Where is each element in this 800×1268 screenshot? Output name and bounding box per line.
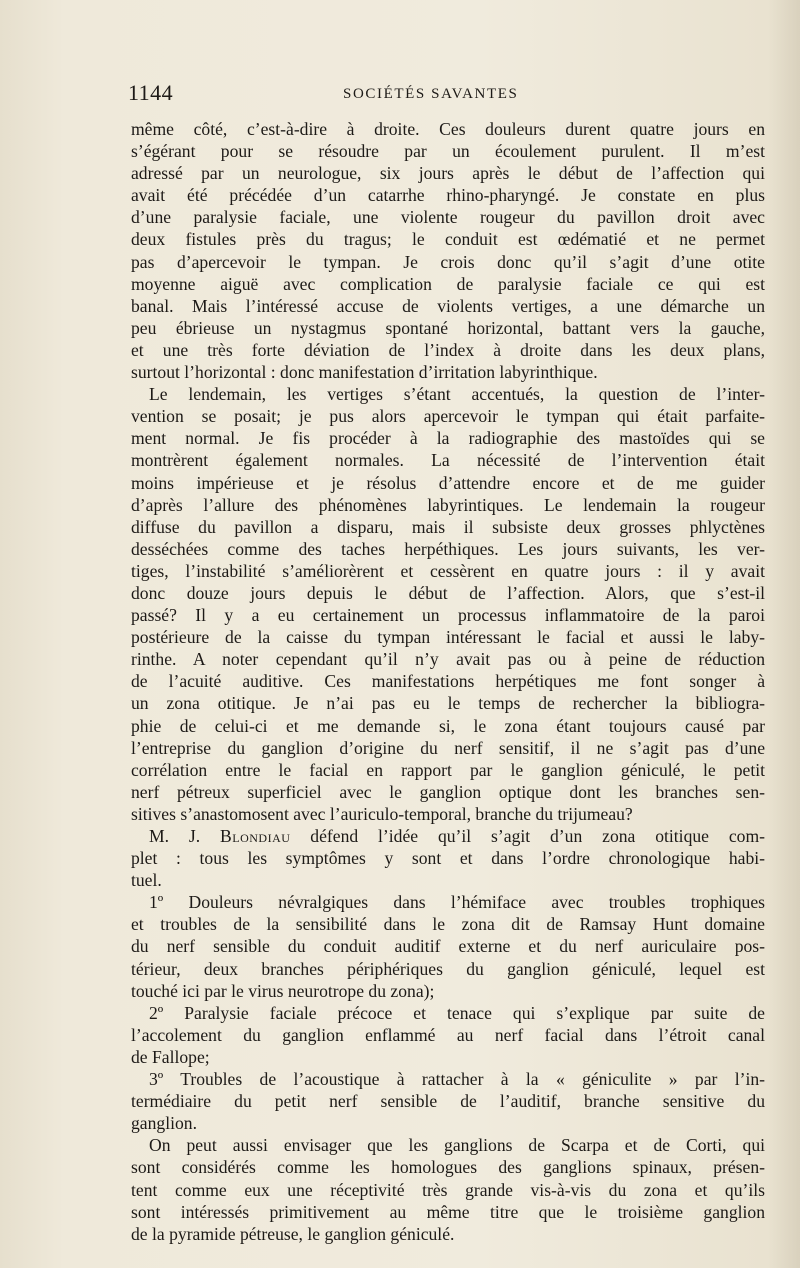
page-header	[128, 80, 768, 110]
text-line: desséchées comme des taches herpéthiques. Les jours suivants, les ver-	[131, 538, 765, 559]
text-line: montrèrent également normales. La nécessité de l’intervention était	[131, 450, 765, 471]
text-line: corrélation entre le facial en rapport par le ganglion géniculé, le petit	[131, 759, 765, 780]
paragraph	[131, 1068, 765, 1134]
text-line: 1º Douleurs névralgiques dans l’hémiface avec troubles trophiques	[149, 892, 765, 913]
text-line: même côté, c’est-à-dire à droite. Ces douleurs durent quatre jours en	[131, 119, 765, 139]
text-line: sont intéressés primitivement au même titre que le troisième ganglion	[131, 1201, 765, 1222]
text-line: tiges, l’instabilité s’améliorèrent et cessèrent en quatre jours : il y avait	[131, 560, 765, 581]
paragraph	[131, 1002, 765, 1068]
text-line: d’après l’allure des phénomènes labyrintiques. Le lendemain la rougeur	[131, 494, 765, 515]
text-line: ganglion.	[131, 1113, 197, 1134]
text-line: de Fallope;	[131, 1046, 210, 1067]
text-line: s’égérant pour se résoudre par un écoulement purulent. Il m’est	[131, 141, 765, 162]
text-line: et troubles de la sensibilité dans le zona dit de Ramsay Hunt domaine	[131, 914, 765, 935]
paragraph	[131, 383, 765, 825]
text-line: surtout l’horizontal : donc manifestation d’irritation labyrinthique.	[131, 362, 598, 383]
paragraph	[131, 118, 765, 383]
text-line: peu ébrieuse un nystagmus spontané horizontal, battant vers la gauche,	[131, 317, 765, 338]
text-line: d’une paralysie faciale, une violente rougeur du pavillon droit avec	[131, 207, 765, 228]
text-line: termédiaire du petit nerf sensible de l’auditif, branche sensitive du	[131, 1091, 765, 1112]
speaker-prefix: M. J.	[149, 826, 221, 846]
text-line: nerf pétreux superficiel avec le ganglion optique dont les branches sen-	[131, 781, 765, 802]
text-line: donc douze jours depuis le début de l’affection. Alors, que s’est-il	[131, 582, 765, 603]
text-line: térieur, deux branches périphériques du ganglion géniculé, lequel est	[131, 958, 765, 979]
text-line: sont considérés comme les homologues des ganglions spinaux, présen-	[131, 1157, 765, 1178]
text-line: 3º Troubles de l’acoustique à rattacher à la « géniculite » par l’in-	[149, 1069, 765, 1090]
text-line: banal. Mais l’intéressé accuse de violents vertiges, a une démarche un	[131, 295, 765, 316]
speaker-name: Blondiau	[220, 826, 291, 846]
text-line: Le lendemain, les vertiges s’étant accentués, la question de l’inter-	[149, 384, 765, 405]
text-line: plet : tous les symptômes y sont et dans l’ordre chronologique habi-	[131, 848, 765, 869]
text-line: moyenne aiguë avec complication de paralysie faciale ce qui est	[131, 273, 765, 294]
running-title: SOCIÉTÉS SAVANTES	[343, 86, 519, 102]
text-line: un zona otitique. Je n’ai pas eu le temps de rechercher la bibliogra-	[131, 693, 765, 714]
paragraph	[131, 1134, 765, 1244]
text-line: sitives s’anastomosent avec l’auriculo-temporal, branche du trijumeau?	[131, 803, 633, 824]
text-line: rinthe. A noter cependant qu’il n’y avait pas ou à peine de réduction	[131, 649, 765, 670]
text-line: passé? Il y a eu certainement un processus inflammatoire de la paroi	[131, 605, 765, 626]
text-line: touché ici par le virus neurotrope du zona);	[131, 980, 435, 1001]
text-line: postérieure de la caisse du tympan intéressant le facial et aussi le laby-	[131, 627, 765, 648]
text-line: 2º Paralysie faciale précoce et tenace qui s’explique par suite de	[149, 1002, 765, 1023]
paragraph	[131, 891, 765, 1001]
text-line: ment normal. Je fis procéder à la radiographie des mastoïdes qui se	[131, 428, 765, 449]
text-line: vention se posait; je pus alors apercevoir le tympan qui était parfaite-	[131, 406, 765, 427]
text-line	[131, 825, 765, 847]
text-line: moins impérieuse et je résolus d’attendre encore et de me guider	[131, 472, 765, 493]
text-line: pas d’apercevoir le tympan. Je crois donc qu’il s’agit d’une otite	[131, 251, 765, 272]
text-line: de la pyramide pétreuse, le ganglion géniculé.	[131, 1223, 455, 1244]
text-line: l’accolement du ganglion enflammé au nerf facial dans l’étroit canal	[131, 1024, 765, 1045]
text-line: adressé par un neurologue, six jours après le début de l’affection qui	[131, 163, 765, 184]
text-line: phie de celui-ci et me demande si, le zona étant toujours causé par	[131, 715, 765, 736]
text-line: l’entreprise du ganglion d’origine du nerf sensitif, il ne s’agit pas d’une	[131, 737, 765, 758]
text-line: tuel.	[131, 870, 162, 891]
paragraph	[131, 825, 765, 891]
text-line: deux fistules près du tragus; le conduit est œdématié et ne permet	[131, 229, 765, 250]
text-line: et une très forte déviation de l’index à droite dans les deux plans,	[131, 339, 765, 360]
text-line: On peut aussi envisager que les ganglions de Scarpa et de Corti, qui	[149, 1135, 765, 1156]
page-number: 1144	[128, 80, 174, 105]
text-fragment: défend l’idée qu’il s’agit d’un zona otitique com-	[290, 826, 765, 846]
body-text	[131, 118, 765, 1245]
text-line: tent comme eux une réceptivité très grande vis-à-vis du zona et qu’ils	[131, 1179, 765, 1200]
text-line: diffuse du pavillon a disparu, mais il subsiste deux grosses phlyctènes	[131, 516, 765, 537]
text-line: avait été précédée d’un catarrhe rhino-pharyngé. Je constate en plus	[131, 185, 765, 206]
text-line: du nerf sensible du conduit auditif externe et du nerf auriculaire pos-	[131, 936, 765, 957]
text-line: de l’acuité auditive. Ces manifestations herpétiques me font songer à	[131, 671, 765, 692]
